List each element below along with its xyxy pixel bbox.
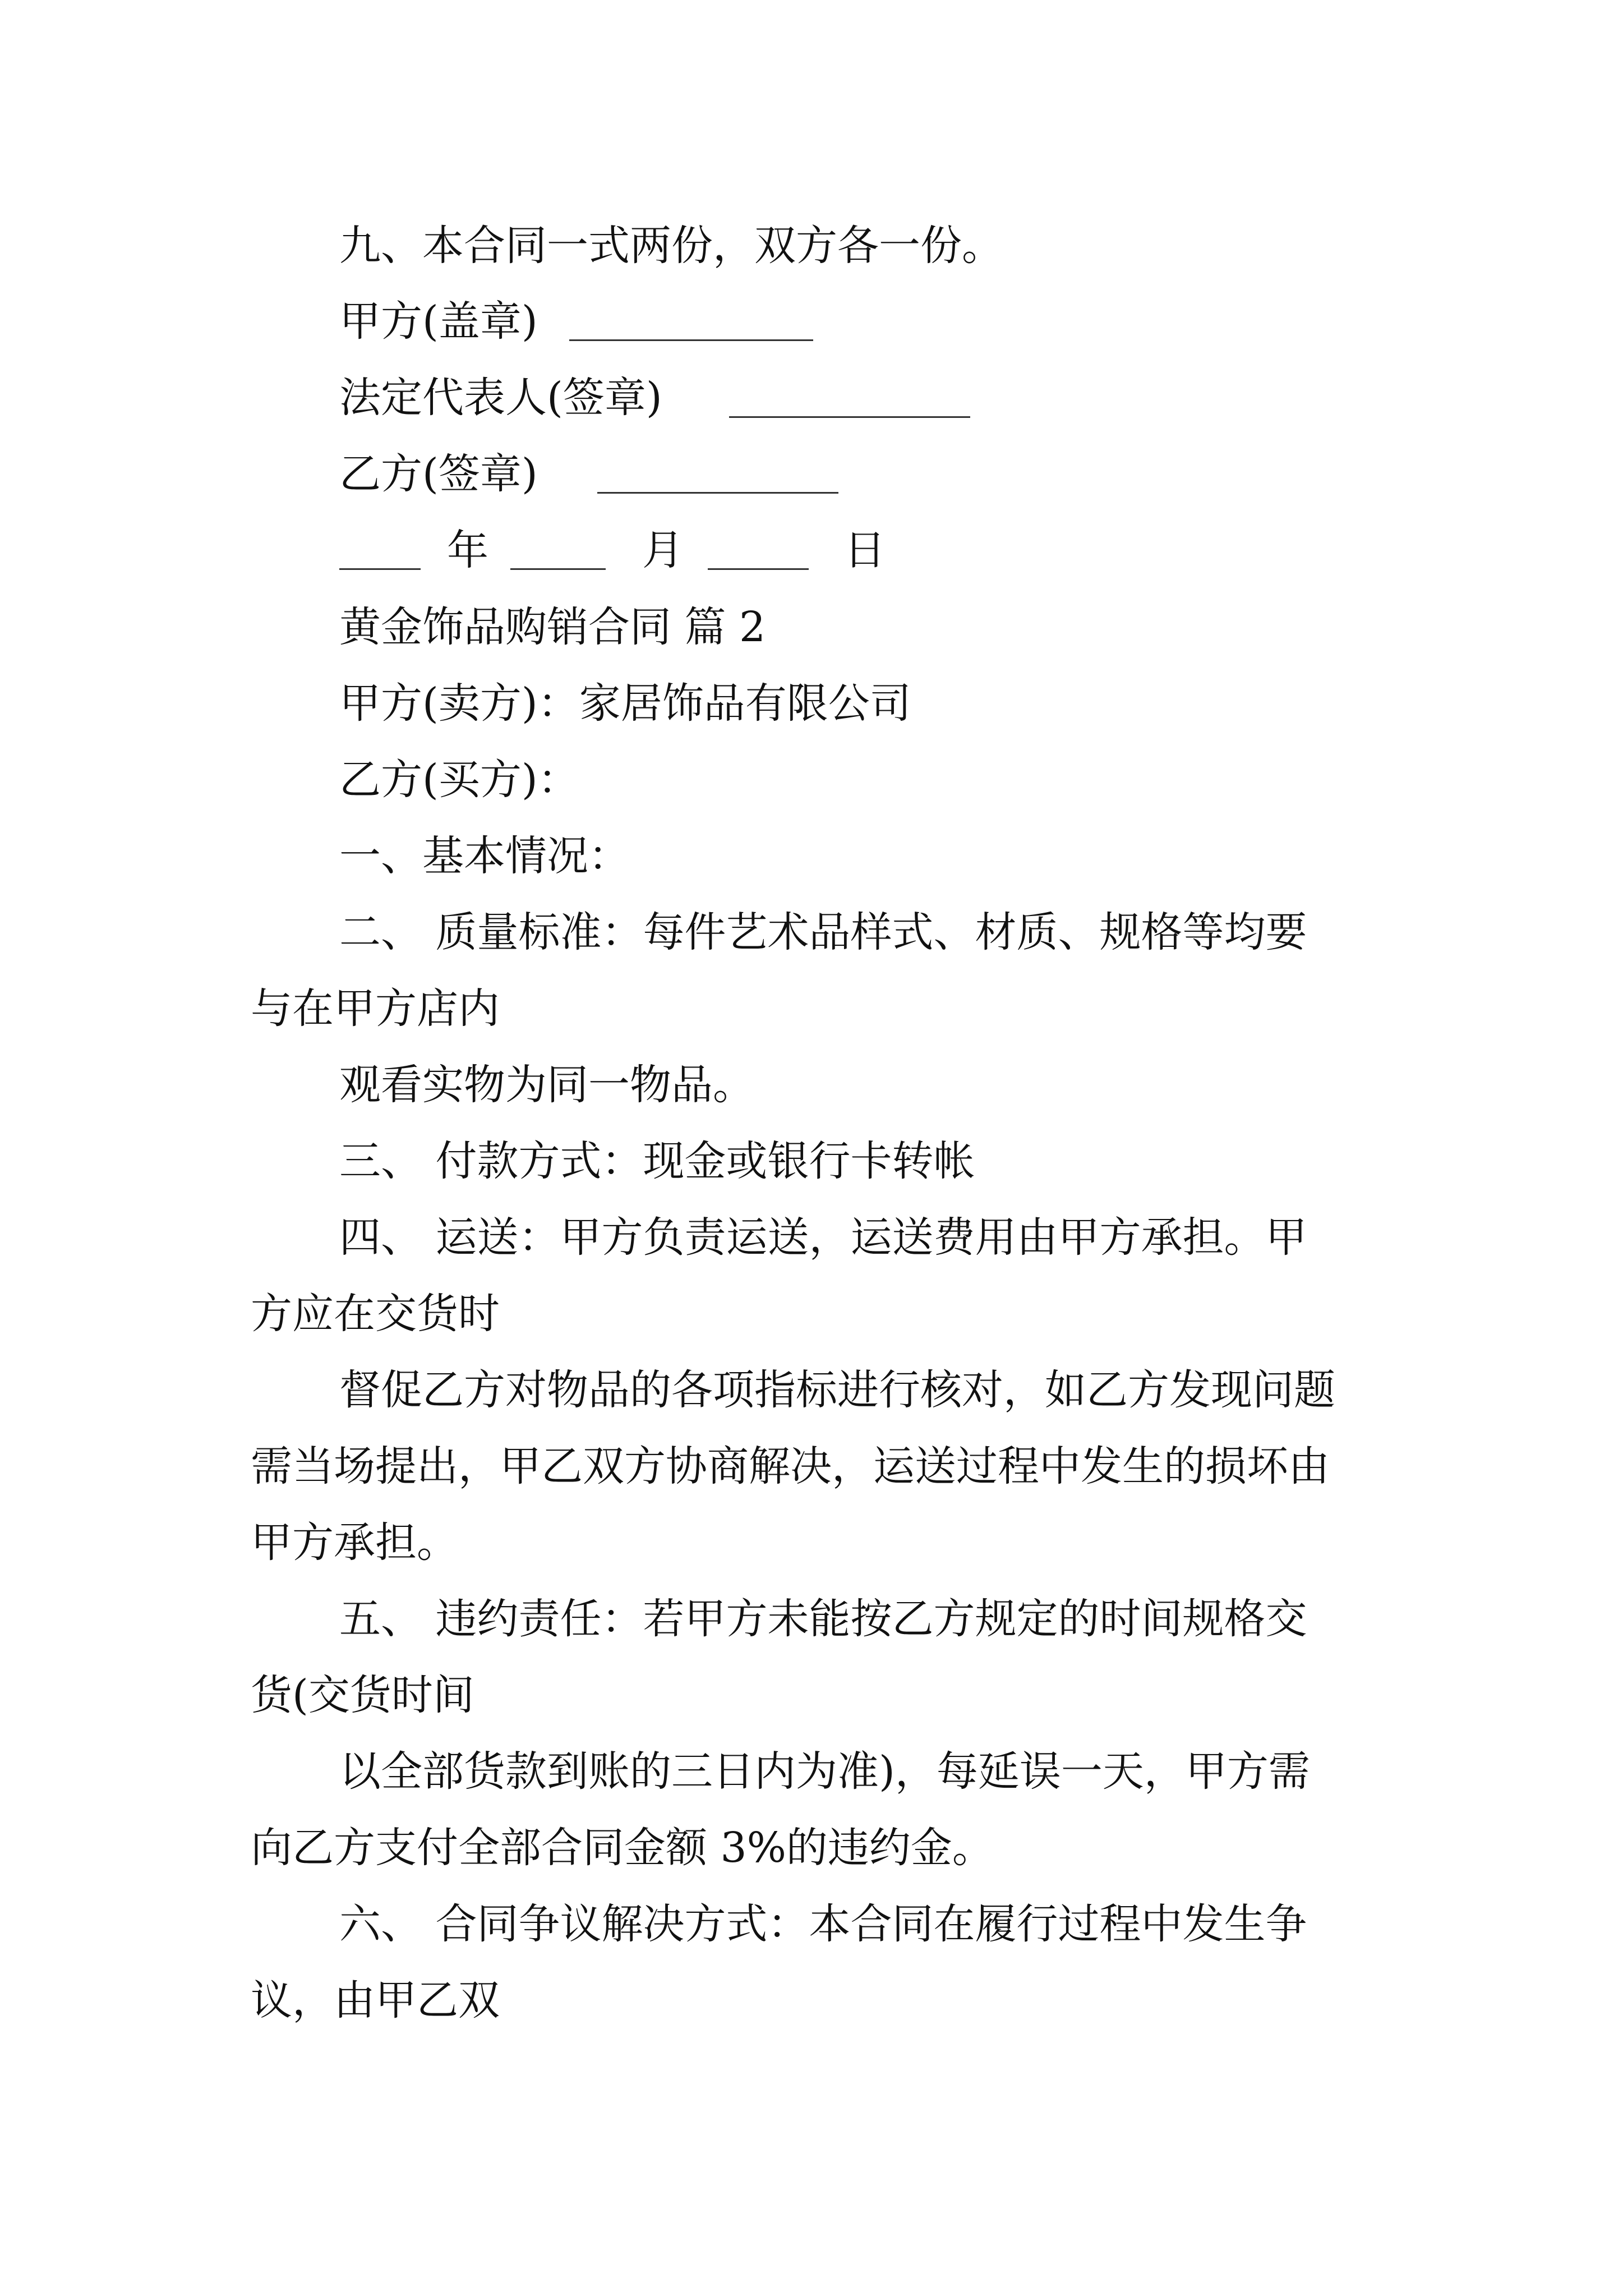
section-heading: 黄金饰品购销合同 篇 2 xyxy=(339,603,766,651)
party-a-seal-label: 甲方(盖章) xyxy=(339,297,538,346)
clause-four-line-2: 方应在交货时 xyxy=(251,1290,500,1338)
clause-five-line-2: 货(交货时间 xyxy=(251,1671,474,1719)
month-blank xyxy=(510,568,606,570)
clause-two-line-3: 观看实物为同一物品。 xyxy=(339,1061,754,1109)
clause-two-line-2: 与在甲方店内 xyxy=(251,984,500,1033)
clause-three: 三、 付款方式：现金或银行卡转帐 xyxy=(339,1137,975,1185)
clause-six-line-1: 六、 合同争议解决方式：本合同在履行过程中发生争 xyxy=(339,1900,1307,1948)
clause-five-line-3: 以全部货款到账的三日内为准)，每延误一天，甲方需 xyxy=(339,1747,1310,1796)
day-blank xyxy=(708,568,809,570)
clause-six-line-2: 议，由甲乙双 xyxy=(251,1976,500,2024)
clause-four-line-4: 需当场提出，甲乙双方协商解决，运送过程中发生的损坏由 xyxy=(251,1442,1330,1490)
clause-two-line-1: 二、 质量标准：每件艺术品样式、材质、规格等均要 xyxy=(339,908,1307,956)
month-label: 月 xyxy=(642,526,684,574)
year-label: 年 xyxy=(447,526,488,574)
party-a-seal-blank xyxy=(569,339,813,341)
clause-one: 一、基本情况： xyxy=(339,832,630,880)
clause-four-line-1: 四、 运送：甲方负责运送，运送费用由甲方承担。甲 xyxy=(339,1213,1307,1262)
party-b-sign-label: 乙方(签章) xyxy=(339,450,538,498)
clause-five-line-1: 五、 违约责任：若甲方未能按乙方规定的时间规格交 xyxy=(339,1595,1307,1643)
party-a-seller: 甲方(卖方)：家居饰品有限公司 xyxy=(339,679,911,728)
clause-four-line-5: 甲方承担。 xyxy=(251,1519,458,1567)
legal-rep-sign-blank xyxy=(729,416,970,418)
clause-four-line-3: 督促乙方对物品的各项指标进行核对，如乙方发现问题 xyxy=(339,1366,1335,1414)
legal-rep-sign-label: 法定代表人(签章) xyxy=(339,374,662,422)
day-label: 日 xyxy=(844,526,886,574)
year-blank xyxy=(339,568,421,570)
clause-five-line-4: 向乙方支付全部合同金额 3%的违约金。 xyxy=(251,1824,994,1872)
party-b-sign-blank xyxy=(597,492,838,494)
clause-nine: 九、本合同一式两份，双方各一份。 xyxy=(339,222,1003,270)
party-b-buyer: 乙方(买方)： xyxy=(339,756,579,804)
